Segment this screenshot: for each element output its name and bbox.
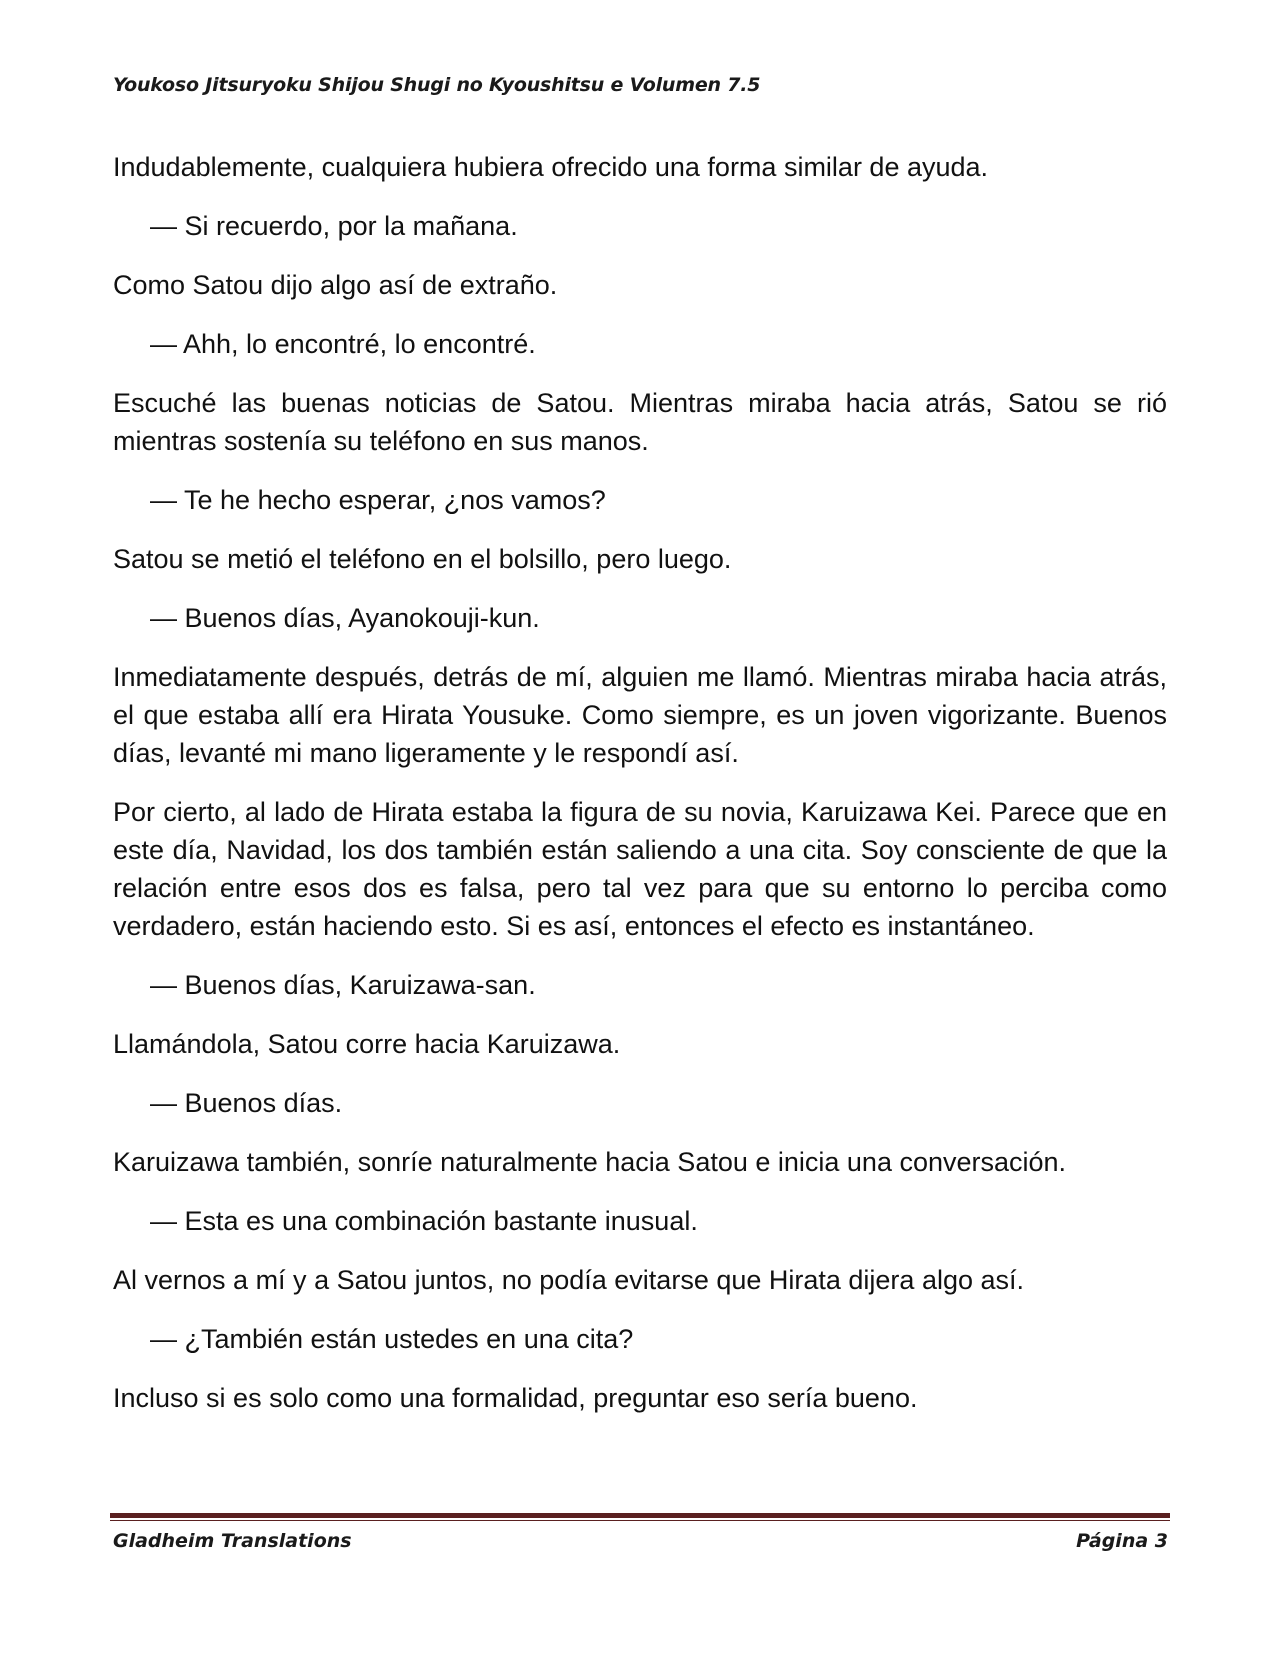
paragraph: Por cierto, al lado de Hirata estaba la figura de su novia, Karuizawa Kei. Parece que en este día, Navidad, los dos también están saliendo a una cita. Soy consciente de que la relación entre esos dos es falsa, pero tal vez para que su entorno lo perciba como verdadero, están haciendo esto. Si es así, entonces el efecto es instantáneo. — [113, 797, 1167, 941]
paragraph: Escuché las buenas noticias de Satou. Mientras miraba hacia atrás, Satou se rió mientras sostenía su teléfono en sus manos. — [113, 388, 1167, 456]
dialog-line: — Buenos días. — [150, 1088, 343, 1118]
paragraph: Indudablemente, cualquiera hubiera ofrecido una forma similar de ayuda. — [113, 152, 989, 182]
dialog-line: — ¿También están ustedes en una cita? — [150, 1324, 634, 1354]
dialog-line: — Si recuerdo, por la mañana. — [150, 211, 518, 241]
page-header-title: Youkoso Jitsuryoku Shijou Shugi no Kyoushitsu e Volumen 7.5 — [113, 74, 761, 96]
footer-divider-thick — [110, 1513, 1170, 1518]
dialog-line: — Buenos días, Ayanokouji-kun. — [150, 603, 540, 633]
paragraph: Satou se metió el teléfono en el bolsillo, pero luego. — [113, 544, 732, 574]
document-body — [113, 148, 1167, 1438]
paragraph: Karuizawa también, sonríe naturalmente hacia Satou e inicia una conversación. — [113, 1147, 1067, 1177]
paragraph: Al vernos a mí y a Satou juntos, no podía evitarse que Hirata dijera algo así. — [113, 1265, 1025, 1295]
footer-publisher: Gladheim Translations — [113, 1530, 352, 1552]
dialog-line: — Ahh, lo encontré, lo encontré. — [150, 329, 536, 359]
footer-divider-thin — [110, 1520, 1170, 1521]
dialog-line: — Te he hecho esperar, ¿nos vamos? — [150, 485, 606, 515]
dialog-line: — Esta es una combinación bastante inusual. — [150, 1206, 698, 1236]
paragraph: Llamándola, Satou corre hacia Karuizawa. — [113, 1029, 621, 1059]
footer-page-number: Página 3 — [1076, 1530, 1168, 1552]
dialog-line: — Buenos días, Karuizawa-san. — [150, 970, 536, 1000]
footer-divider — [110, 1513, 1170, 1521]
paragraph: Incluso si es solo como una formalidad, preguntar eso sería bueno. — [113, 1383, 918, 1413]
paragraph: Como Satou dijo algo así de extraño. — [113, 270, 558, 300]
paragraph: Inmediatamente después, detrás de mí, alguien me llamó. Mientras miraba hacia atrás, el que estaba allí era Hirata Yousuke. Como siempre, es un joven vigorizante. Buenos días, levanté mi mano ligeramente y le respondí así. — [113, 662, 1167, 768]
